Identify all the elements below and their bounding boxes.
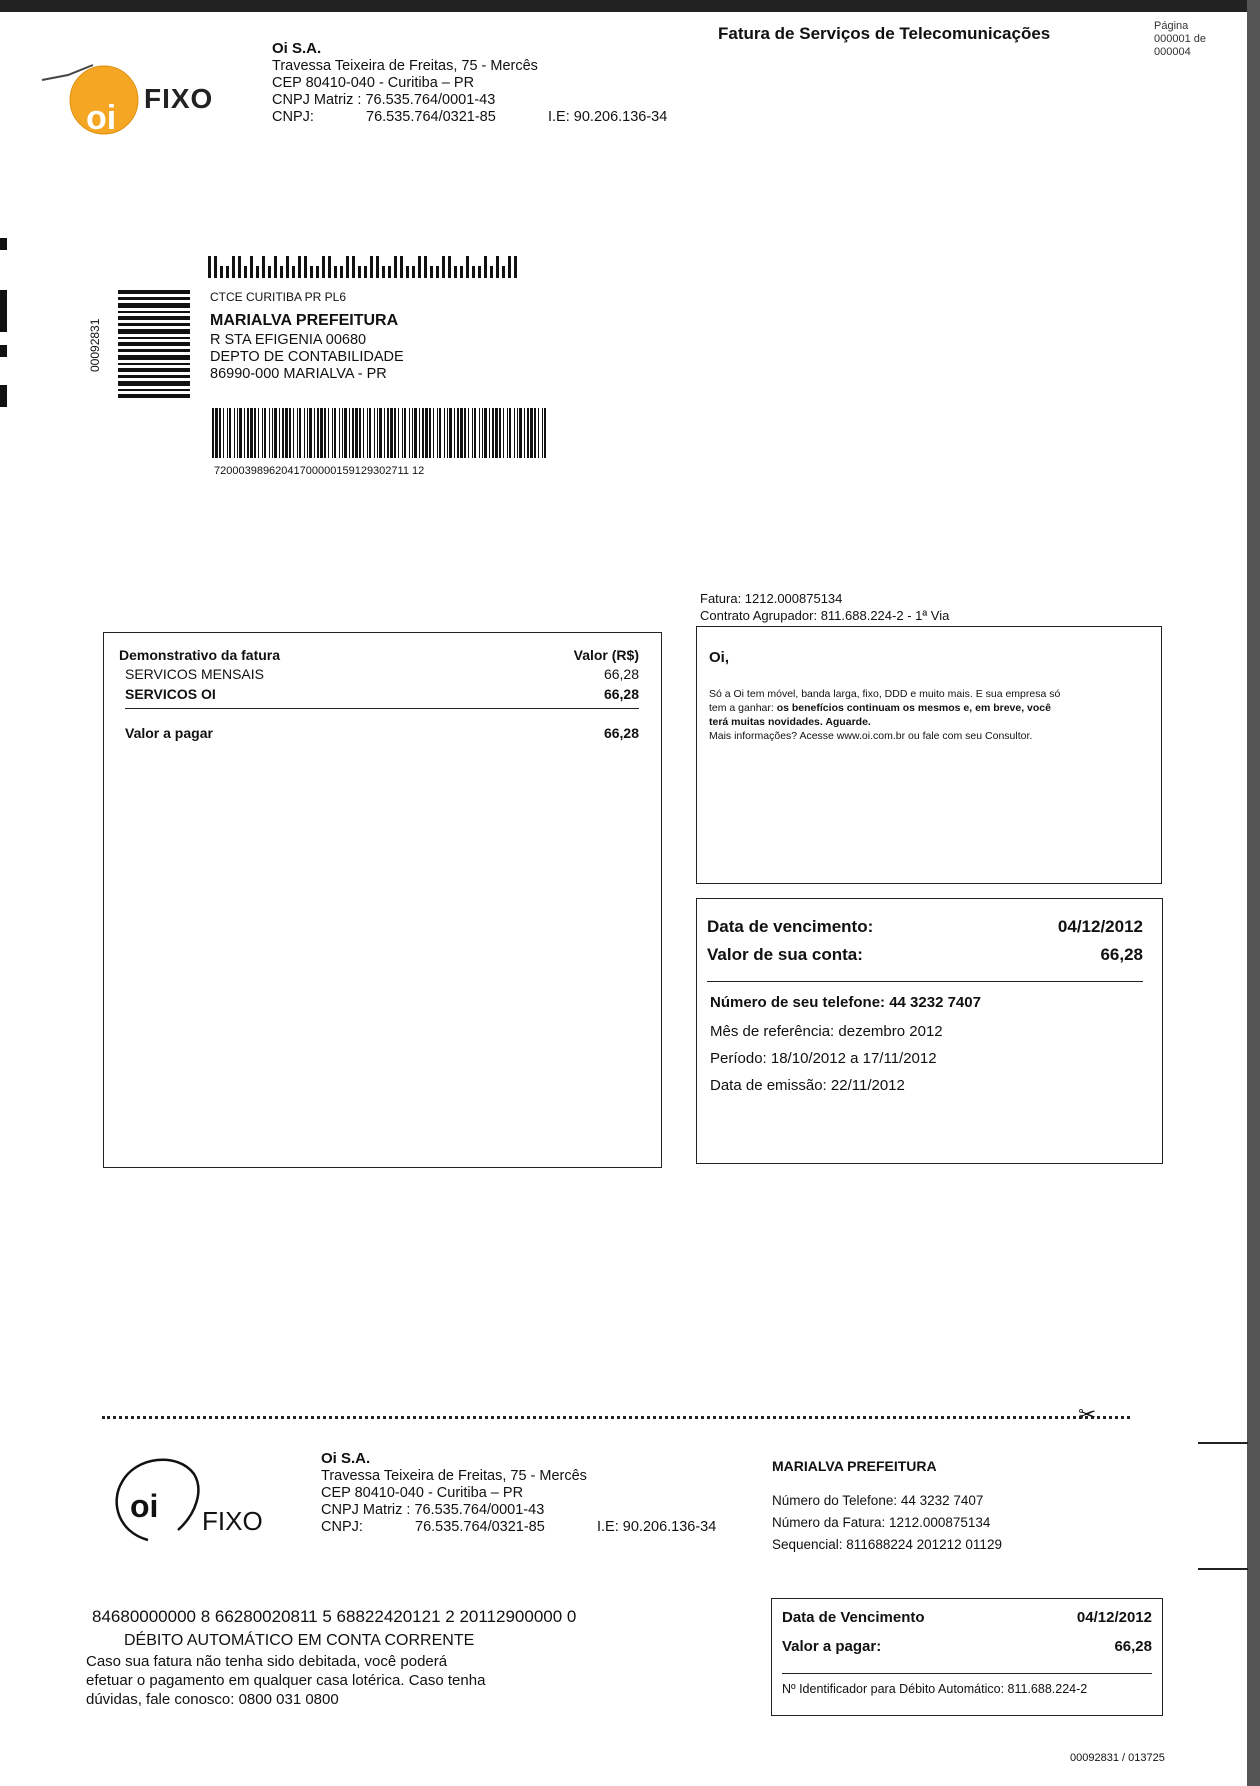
- barcode-bar: [538, 408, 539, 458]
- value-header: Valor (R$): [573, 647, 639, 663]
- barcode-bar: [433, 408, 434, 458]
- barcode-bar: [474, 408, 476, 458]
- logo-fixo-text: FIXO: [144, 83, 214, 114]
- stub-pay-value: 66,28: [1114, 1638, 1152, 1655]
- barcode-bar: [444, 408, 445, 458]
- barcode-bar: [404, 408, 406, 458]
- fold-mark: [1198, 1568, 1248, 1570]
- message-box: [696, 626, 1162, 884]
- barcode-bar: [412, 408, 413, 458]
- main-barcode: [212, 408, 548, 458]
- postal-barcode: [208, 254, 540, 278]
- amount-value: 66,28: [1100, 945, 1143, 964]
- barcode-bar: [324, 408, 326, 458]
- scan-mark: [0, 290, 7, 332]
- recipient-dept: DEPTO DE CONTABILIDADE: [210, 349, 404, 365]
- stub-cnpj-value: 76.535.764/0321-85: [415, 1519, 545, 1535]
- barcode-bar: [297, 408, 298, 458]
- oi-fixo-logo: [38, 55, 218, 150]
- barcode-bar: [454, 408, 455, 458]
- barcode-bar: [499, 408, 501, 458]
- issue-date: Data de emissão: 22/11/2012: [710, 1077, 905, 1094]
- barcode-bar: [503, 408, 504, 458]
- message-line: Só a Oi tem móvel, banda larga, fixo, DDD e muito mais. E sua empresa só: [709, 688, 1061, 700]
- barcode-bar: [534, 408, 536, 458]
- side-code: 00092831: [88, 318, 102, 372]
- barcode-bar: [369, 408, 371, 458]
- barcode-bar: [507, 408, 508, 458]
- statement-total-label: Valor a pagar: [125, 725, 213, 741]
- invoice-number: Fatura: 1212.000875134: [700, 591, 843, 606]
- stub-company-cep: CEP 80410-040 - Curitiba – PR: [321, 1485, 524, 1501]
- barcode-bar: [314, 408, 315, 458]
- statement-total-row: [119, 725, 639, 741]
- barcode-bar: [517, 408, 518, 458]
- barcode-bar: [482, 408, 483, 458]
- cut-line: [102, 1416, 1130, 1419]
- auto-debit-title: DÉBITO AUTOMÁTICO EM CONTA CORRENTE: [124, 1632, 475, 1649]
- stub-logo-fixo-text: FIXO: [202, 1506, 263, 1536]
- barcode-bar: [239, 408, 242, 458]
- scan-right-edge: [1247, 0, 1260, 1786]
- scan-mark: [0, 385, 7, 407]
- summary-box: [696, 898, 1163, 1164]
- statement-divider: [125, 708, 639, 709]
- barcode-bar: [519, 408, 522, 458]
- statement-row: [119, 686, 639, 702]
- page-indicator: [1154, 20, 1206, 59]
- barcode-bar: [237, 408, 238, 458]
- barcode-bar: [215, 408, 218, 458]
- barcode-bar: [334, 408, 336, 458]
- billing-period: Período: 18/10/2012 a 17/11/2012: [710, 1050, 937, 1067]
- barcode-bar: [542, 408, 543, 458]
- barcode-bar: [460, 408, 463, 458]
- barcode-bar: [530, 408, 533, 458]
- stub-phone: Número do Telefone: 44 3232 7407: [772, 1493, 984, 1508]
- phone-label: Número de seu telefone:: [710, 994, 890, 1011]
- barcode-bar: [212, 408, 214, 458]
- barcode-bar: [379, 408, 382, 458]
- message-line-bold: os benefícios continuam os mesmos e, em breve, você: [776, 702, 1051, 714]
- barcode-bar: [425, 408, 428, 458]
- barcode-bar: [414, 408, 417, 458]
- stub-due-label: Data de Vencimento: [782, 1609, 925, 1626]
- summary-divider: [707, 981, 1143, 982]
- logo-oi-text: oi: [86, 99, 117, 137]
- barcode-bar: [269, 408, 270, 458]
- barcode-bar: [429, 408, 431, 458]
- statement-total-value: 66,28: [603, 725, 639, 741]
- fold-mark: [1198, 1442, 1248, 1444]
- barcode-bar: [514, 408, 515, 458]
- message-line: Mais informações? Acesse www.oi.com.br ou fale com seu Consultor.: [709, 730, 1033, 742]
- auto-debit-note-line: efetuar o pagamento em qualquer casa lotérica. Caso tenha: [86, 1672, 486, 1689]
- barcode-bar: [472, 408, 473, 458]
- barcode-bar: [342, 408, 343, 458]
- barcode-bar: [484, 408, 487, 458]
- due-date-value: 04/12/2012: [1057, 917, 1143, 936]
- stub-due-value: 04/12/2012: [1076, 1609, 1152, 1626]
- auto-debit-note-line: Caso sua fatura não tenha sido debitada, você poderá: [86, 1653, 448, 1670]
- phone-value: 44 3232 7407: [889, 994, 981, 1011]
- statement-box: [103, 632, 662, 1168]
- barcode-bar: [495, 408, 498, 458]
- route-code: CTCE CURITIBA PR PL6: [210, 290, 347, 304]
- barcode-bar: [489, 408, 490, 458]
- barcode-bar: [272, 408, 273, 458]
- barcode-bar: [282, 408, 284, 458]
- company-info: [272, 40, 692, 126]
- statement-item-label: SERVICOS MENSAIS: [125, 666, 265, 682]
- barcode-bar: [377, 408, 378, 458]
- barcode-bar: [544, 408, 546, 458]
- barcode-bar: [307, 408, 308, 458]
- scissors-icon: ✂: [1078, 1402, 1097, 1427]
- stub-sequence: Sequencial: 811688224 201212 01129: [772, 1537, 1002, 1552]
- barcode-bar: [439, 408, 441, 458]
- barcode-bar: [492, 408, 494, 458]
- stub-divider: [782, 1673, 1152, 1674]
- barcode-bar: [285, 408, 288, 458]
- company-name: Oi S.A.: [272, 40, 322, 57]
- stub-customer: MARIALVA PREFEITURA: [772, 1458, 937, 1474]
- page-number: 000001 de: [1154, 33, 1206, 45]
- barcode-bar: [254, 408, 256, 458]
- company-cnpj-matriz: CNPJ Matriz : 76.535.764/0001-43: [272, 92, 496, 108]
- barcode-bar: [509, 408, 511, 458]
- message-greeting: Oi,: [709, 649, 730, 666]
- barcode-bar: [227, 408, 228, 458]
- barcode-bar: [374, 408, 375, 458]
- due-date-label: Data de vencimento:: [707, 917, 874, 936]
- stub-company-cnpj-matriz: CNPJ Matriz : 76.535.764/0001-43: [321, 1502, 545, 1518]
- barcode-bar: [457, 408, 459, 458]
- barcode-bar: [468, 408, 469, 458]
- company-cnpj-value: 76.535.764/0321-85: [366, 109, 496, 125]
- barcode-bar: [289, 408, 291, 458]
- page-label: Página: [1154, 20, 1189, 32]
- document-title: Fatura de Serviços de Telecomunicações: [718, 24, 1051, 43]
- message-line-bold: terá muitas novidades. Aguarde.: [709, 716, 871, 728]
- barcode-bar: [447, 408, 448, 458]
- barcode-bar: [479, 408, 480, 458]
- barcode-bar: [527, 408, 529, 458]
- barcode-bar: [320, 408, 323, 458]
- barcode-bar: [349, 408, 350, 458]
- barcode-bar: [229, 408, 231, 458]
- barcode-bar: [328, 408, 329, 458]
- auto-debit-note-line: dúvidas, fale conosco: 0800 031 0800: [86, 1691, 339, 1708]
- barcode-bar: [387, 408, 389, 458]
- barcode-bar: [384, 408, 385, 458]
- scan-mark: [0, 238, 7, 250]
- barcode-bar: [247, 408, 249, 458]
- barcode-bar: [352, 408, 354, 458]
- company-ie: I.E: 90.206.136-34: [548, 109, 668, 125]
- barcode-bar: [524, 408, 525, 458]
- barcode-bar: [409, 408, 410, 458]
- barcode-bar: [367, 408, 368, 458]
- barcode-bar: [394, 408, 396, 458]
- phone-line: [710, 994, 1143, 1011]
- stub-debit-id: Nº Identificador para Débito Automático: 811.688.224-2: [782, 1682, 1088, 1696]
- footer-code: 00092831 / 013725: [1070, 1752, 1165, 1764]
- barcode-bar: [437, 408, 438, 458]
- stacked-barcode: [118, 290, 190, 398]
- barcode-bar: [344, 408, 347, 458]
- barcode-bar: [262, 408, 263, 458]
- amount-label: Valor de sua conta:: [707, 945, 863, 964]
- barcode-bar: [250, 408, 253, 458]
- statement-item-value: 66,28: [603, 666, 639, 682]
- statement-row: [119, 666, 639, 682]
- stub-company-info: [321, 1450, 741, 1536]
- barcode-bar: [332, 408, 333, 458]
- stub-pay-label: Valor a pagar:: [782, 1638, 882, 1655]
- stub-company-address: Travessa Teixeira de Freitas, 75 - Mercês: [321, 1468, 587, 1484]
- company-cnpj-label: CNPJ:: [272, 109, 314, 125]
- reference-month: Mês de referência: dezembro 2012: [710, 1023, 943, 1040]
- barcode-bar: [419, 408, 420, 458]
- company-address: Travessa Teixeira de Freitas, 75 - Mercês: [272, 58, 538, 74]
- barcode-bar: [339, 408, 340, 458]
- stub-cnpj-label: CNPJ:: [321, 1519, 363, 1535]
- recipient-street: R STA EFIGENIA 00680: [210, 332, 367, 348]
- barcode-bar: [317, 408, 319, 458]
- barcode-bar: [422, 408, 424, 458]
- barcode-bar: [355, 408, 358, 458]
- contract-number: Contrato Agrupador: 811.688.224-2 - 1ª Via: [700, 608, 950, 623]
- scan-mark: [0, 345, 7, 357]
- barcode-bar: [234, 408, 235, 458]
- statement-item-label: SERVICOS OI: [125, 686, 216, 702]
- page-total: 000004: [1154, 46, 1191, 58]
- barcode-bar: [363, 408, 364, 458]
- recipient-city: 86990-000 MARIALVA - PR: [210, 366, 387, 382]
- barcode-bar: [279, 408, 280, 458]
- stub-invoice-number: Número da Fatura: 1212.000875134: [772, 1515, 991, 1530]
- statement-item-value: 66,28: [603, 686, 639, 702]
- barcode-bar: [258, 408, 259, 458]
- barcode-bar: [309, 408, 312, 458]
- barcode-bar: [402, 408, 403, 458]
- barcode-bar: [449, 408, 452, 458]
- barcode-bar: [299, 408, 301, 458]
- message-body: [709, 687, 1149, 743]
- barcode-bar: [359, 408, 361, 458]
- barcode-bar: [304, 408, 305, 458]
- auto-debit-note: [86, 1652, 536, 1709]
- message-line: tem a ganhar:: [709, 702, 777, 714]
- recipient-name: MARIALVA PREFEITURA: [210, 312, 399, 329]
- scan-top-edge: [0, 0, 1260, 12]
- stub-payment-box: [771, 1598, 1163, 1716]
- company-cep: CEP 80410-040 - Curitiba – PR: [272, 75, 475, 91]
- barcode-bar: [244, 408, 245, 458]
- barcode-bar: [398, 408, 399, 458]
- stub-details: [772, 1490, 1002, 1556]
- barcode-number: 72000398962041700000159129302711 12: [214, 465, 425, 477]
- recipient-address: [210, 332, 404, 383]
- stub-logo: [108, 1452, 263, 1547]
- linha-digitavel: 84680000000 8 66280020811 5 68822420121 2 20112900000 0: [92, 1607, 577, 1626]
- stub-company-name: Oi S.A.: [321, 1450, 371, 1467]
- barcode-bar: [293, 408, 294, 458]
- barcode-bar: [274, 408, 277, 458]
- barcode-bar: [264, 408, 266, 458]
- barcode-bar: [390, 408, 393, 458]
- stub-ie: I.E: 90.206.136-34: [597, 1519, 717, 1535]
- barcode-bar: [464, 408, 466, 458]
- stub-logo-oi-text: oi: [130, 1488, 159, 1524]
- barcode-bar: [223, 408, 224, 458]
- barcode-bar: [219, 408, 221, 458]
- statement-title: Demonstrativo da fatura: [119, 647, 281, 663]
- invoice-reference: [700, 590, 949, 624]
